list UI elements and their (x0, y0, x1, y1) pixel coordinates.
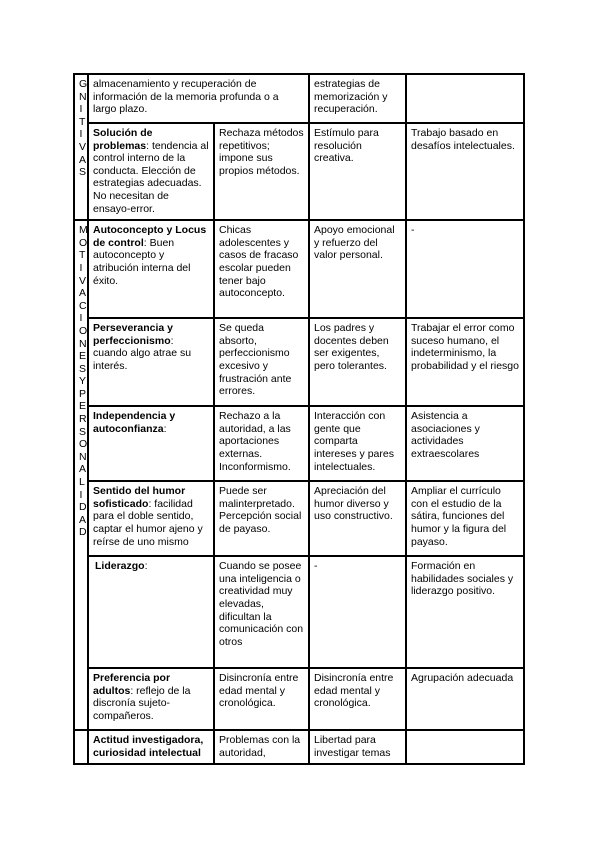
cell-intervention (406, 730, 524, 764)
cell-intervention: Agrupación adecuada (406, 668, 524, 730)
cell-strategy: Los padres y docentes deben ser exigentes, pero tolerantes. (309, 318, 406, 406)
cell-trait: Preferencia por adultos: reflejo de la discronía sujeto-compañeros. (88, 668, 214, 730)
table-row (74, 220, 524, 318)
table-row (74, 556, 524, 668)
cell-trait: almacenamiento y recuperación de información de la memoria profunda o a largo plazo. (88, 74, 309, 123)
cell-strategy: estrategias de memorización y recuperación. (309, 74, 406, 123)
table-row (74, 74, 524, 123)
group-label-cognitivas: GNITIVAS (74, 74, 88, 220)
cell-problem: Rechazo a la autoridad, a las aportaciones externas. Inconformismo. (214, 406, 309, 481)
table-row (74, 123, 524, 220)
cell-problem: Chicas adolescentes y casos de fracaso escolar pueden tener bajo autoconcepto. (214, 220, 309, 318)
cell-strategy: Interacción con gente que comparta intereses y pares intelectuales. (309, 406, 406, 481)
table-row (74, 668, 524, 730)
cell-problem: Cuando se posee una inteligencia o creatividad muy elevadas, dificultan la comunicación con otros (214, 556, 309, 668)
cell-strategy: Apreciación del humor diverso y uso constructivo. (309, 481, 406, 556)
cell-trait: Independencia y autoconfianza: (88, 406, 214, 481)
cell-intervention: Asistencia a asociaciones y actividades extraescolares (406, 406, 524, 481)
cell-strategy: Libertad para investigar temas (309, 730, 406, 764)
cell-trait: Autoconcepto y Locus de control: Buen autoconcepto y atribución interna del éxito. (88, 220, 214, 318)
cell-intervention: Trabajo basado en desafíos intelectuales. (406, 123, 524, 220)
cell-problem: Rechaza métodos repetitivos; impone sus propios métodos. (214, 123, 309, 220)
cell-strategy: Disincronía entre edad mental y cronológica. (309, 668, 406, 730)
cell-intervention: Ampliar el currículo con el estudio de la sátira, funciones del humor y la figura del payaso. (406, 481, 524, 556)
cell-trait: Perseverancia y perfeccionismo: cuando algo atrae su interés. (88, 318, 214, 406)
table-row (74, 730, 524, 764)
cell-trait: Actitud investigadora, curiosidad intelectual (88, 730, 214, 764)
cell-trait: Solución de problemas: tendencia al control interno de la conducta. Elección de estrategias adecuadas. No necesitan de ensayo-error. (88, 123, 214, 220)
cell-trait: Sentido del humor sofisticado: facilidad para el doble sentido, captar el humor ajeno y reírse de uno mismo (88, 481, 214, 556)
group-label-empty (74, 730, 88, 764)
traits-table (73, 73, 525, 765)
cell-strategy: Apoyo emocional y refuerzo del valor personal. (309, 220, 406, 318)
group-label-motivaciones: MOTIVACIONES Y PERSONALIDAD (74, 220, 88, 730)
cell-problem: Problemas con la autoridad, (214, 730, 309, 764)
table-row (74, 406, 524, 481)
cell-problem: Puede ser malinterpretado. Percepción social de payaso. (214, 481, 309, 556)
cell-intervention: - (406, 220, 524, 318)
table-row (74, 481, 524, 556)
cell-strategy: Estímulo para resolución creativa. (309, 123, 406, 220)
cell-problem: Se queda absorto, perfeccionismo excesivo y frustración ante errores. (214, 318, 309, 406)
cell-intervention: Trabajar el error como suceso humano, el indeterminismo, la probabilidad y el riesgo (406, 318, 524, 406)
cell-strategy: - (309, 556, 406, 668)
table-row (74, 318, 524, 406)
cell-intervention: Formación en habilidades sociales y liderazgo positivo. (406, 556, 524, 668)
cell-trait: Liderazgo: (88, 556, 214, 668)
cell-intervention (406, 74, 524, 123)
cell-problem: Disincronía entre edad mental y cronológica. (214, 668, 309, 730)
